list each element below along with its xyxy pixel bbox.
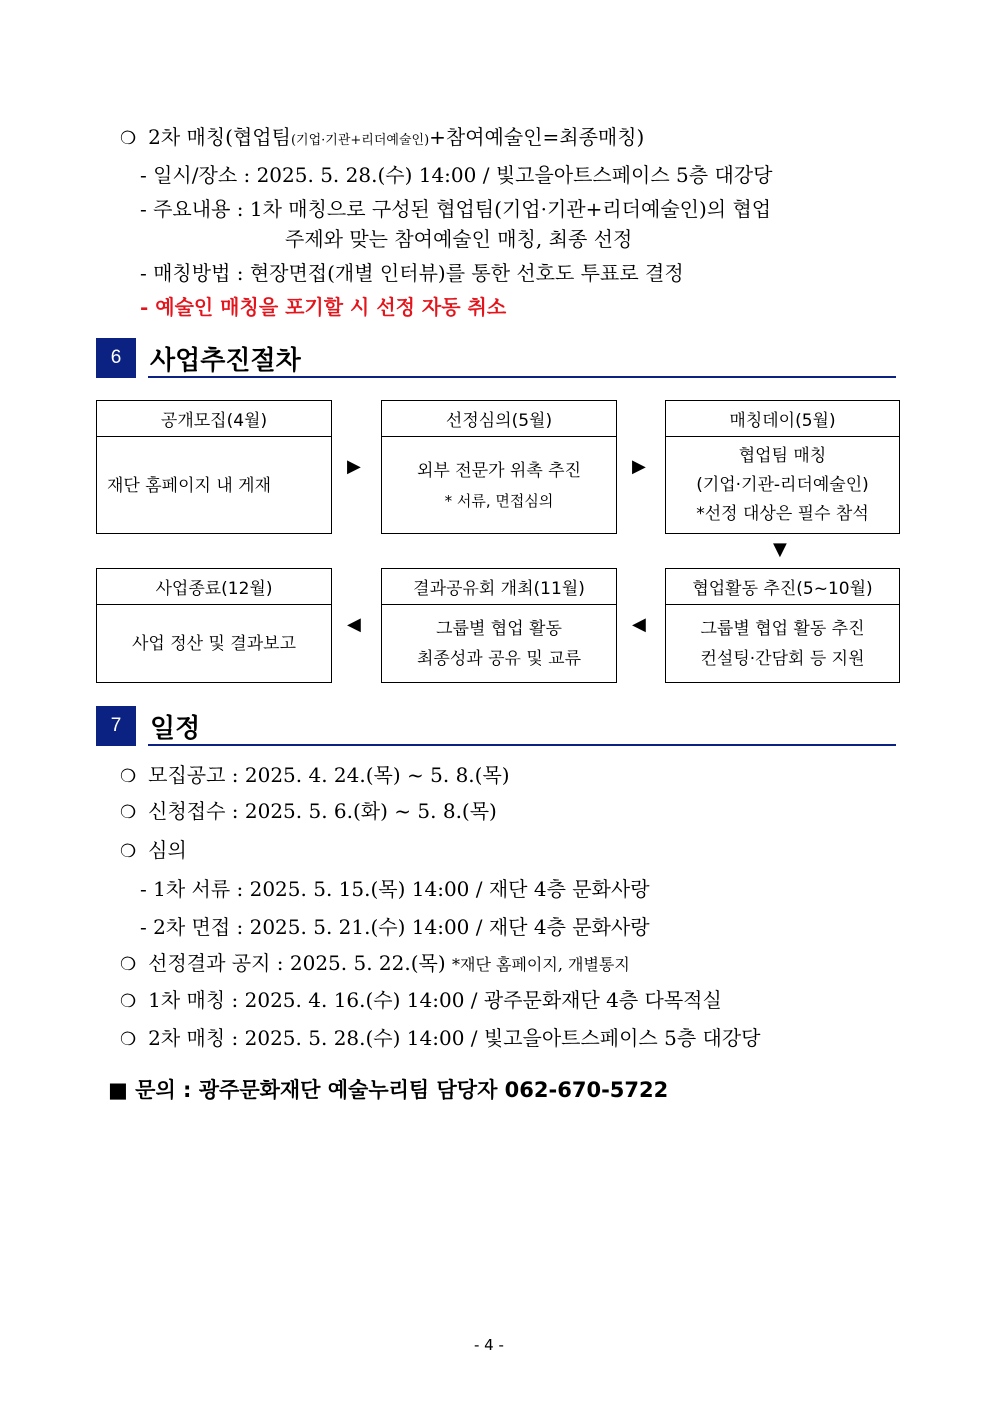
process-box-line: 최종성과 공유 및 교류 [416, 649, 581, 669]
matching2-item-schedule: - 일시/장소 : 2025. 5. 28.(수) 14:00 / 빛고을아트스페이스 5층 대강당 [140, 163, 773, 187]
matching2-warning: - 예술인 매칭을 포기할 시 선정 자동 취소 [140, 295, 507, 319]
bullet-circle-icon: ❍ [120, 841, 137, 862]
schedule-item-text: 모집공고 : 2025. 4. 24.(목) ~ 5. 8.(목) [148, 763, 510, 787]
schedule-item [120, 987, 722, 1015]
section6-number: 6 [96, 338, 136, 378]
schedule-item-text: 2차 매칭 : 2025. 5. 28.(수) 14:00 / 빛고을아트스페이스 5층 대강당 [148, 1026, 761, 1050]
process-box-line: *선정 대상은 필수 참석 [696, 504, 869, 524]
process-box-header: 매칭데이(5월) [666, 401, 899, 437]
process-box-line: 그룹별 협업 활동 [436, 619, 562, 639]
process-box-note: * 서류, 면접심의 [444, 491, 554, 510]
process-box-line: 사업 정산 및 결과보고 [131, 634, 296, 654]
arrow-left-icon: ◀ [347, 614, 361, 635]
process-box-body [97, 437, 331, 534]
process-box-line: 협업팀 매칭 [738, 446, 827, 466]
matching2-heading [120, 124, 644, 154]
process-box-line: 그룹별 협업 활동 추진 [700, 619, 865, 639]
bullet-circle-icon: ❍ [120, 766, 137, 787]
process-box-header: 선정심의(5월) [382, 401, 616, 437]
process-box-line: 외부 전문가 위촉 추진 [416, 460, 581, 481]
process-box-header: 결과공유회 개최(11월) [382, 569, 616, 605]
matching2-item-content-cont: 주제와 맞는 참여예술인 매칭, 최종 선정 [285, 227, 633, 251]
schedule-item-text: 신청접수 : 2025. 5. 6.(화) ~ 5. 8.(목) [148, 799, 497, 823]
bullet-circle-icon: ❍ [120, 991, 137, 1012]
bullet-circle-icon: ❍ [120, 954, 137, 975]
matching2-item-method: - 매칭방법 : 현장면접(개별 인터뷰)를 통한 선호도 투표로 결정 [140, 261, 684, 285]
process-box-line: 컨설팅·간담회 등 지원 [700, 649, 865, 669]
process-box-closing [96, 568, 332, 683]
schedule-item-text: 1차 매칭 : 2025. 4. 16.(수) 14:00 / 광주문화재단 4층 다목적실 [148, 988, 722, 1012]
schedule-item [120, 950, 630, 978]
section6-rule [148, 376, 896, 378]
bullet-circle-icon: ❍ [120, 802, 137, 823]
schedule-item [120, 798, 497, 826]
matching2-item-content: - 주요내용 : 1차 매칭으로 구성된 협업팀(기업·기관+리더예술인)의 협업 [140, 197, 772, 221]
process-box-body [666, 605, 899, 683]
contact-info: ■ 문의 : 광주문화재단 예술누리팀 담당자 062-670-5722 [108, 1078, 669, 1102]
arrow-down-icon: ▼ [773, 539, 787, 560]
schedule-sub-item: - 2차 면접 : 2025. 5. 21.(수) 14:00 / 재단 4층 문화사랑 [140, 915, 650, 939]
process-box-header: 협업활동 추진(5~10월) [666, 569, 899, 605]
process-box-review [381, 400, 617, 534]
section6-title: 사업추진절차 [150, 346, 301, 376]
page-number: - 4 - [474, 1336, 504, 1354]
schedule-item-text: 심의 [148, 838, 187, 862]
matching2-title-small: (기업·기관+리더예술인) [290, 133, 430, 148]
arrow-right-icon: ▶ [347, 456, 361, 477]
process-box-header: 공개모집(4월) [97, 401, 331, 437]
process-box-body [382, 605, 616, 683]
matching2-title: 2차 매칭(협업팀 [148, 125, 291, 149]
matching2-title-end: +참여예술인=최종매칭) [429, 125, 645, 149]
process-box-line: 재단 홈페이지 내 게재 [107, 475, 272, 496]
bullet-circle-icon: ❍ [120, 128, 137, 149]
section7-title: 일정 [150, 714, 201, 744]
section7-rule [148, 744, 896, 746]
schedule-item [120, 762, 510, 790]
arrow-left-icon: ◀ [632, 614, 646, 635]
section7-number: 7 [96, 706, 136, 746]
process-box-body [97, 605, 331, 683]
schedule-item [120, 1025, 760, 1053]
schedule-result-note: *재단 홈페이지, 개별통지 [452, 955, 630, 974]
process-box-body [382, 437, 616, 534]
process-box-matching [665, 400, 900, 534]
schedule-item-text: 선정결과 공지 : 2025. 5. 22.(목) [148, 951, 446, 975]
arrow-right-icon: ▶ [632, 456, 646, 477]
process-box-header: 사업종료(12월) [97, 569, 331, 605]
process-box-sharing [381, 568, 617, 683]
schedule-item [120, 837, 187, 865]
bullet-circle-icon: ❍ [120, 1029, 137, 1050]
schedule-sub-item: - 1차 서류 : 2025. 5. 15.(목) 14:00 / 재단 4층 문화사랑 [140, 877, 650, 901]
process-box-recruit [96, 400, 332, 534]
process-box-line: (기업·기관-리더예술인) [696, 475, 869, 495]
process-box-body [666, 437, 899, 534]
process-box-activity [665, 568, 900, 683]
